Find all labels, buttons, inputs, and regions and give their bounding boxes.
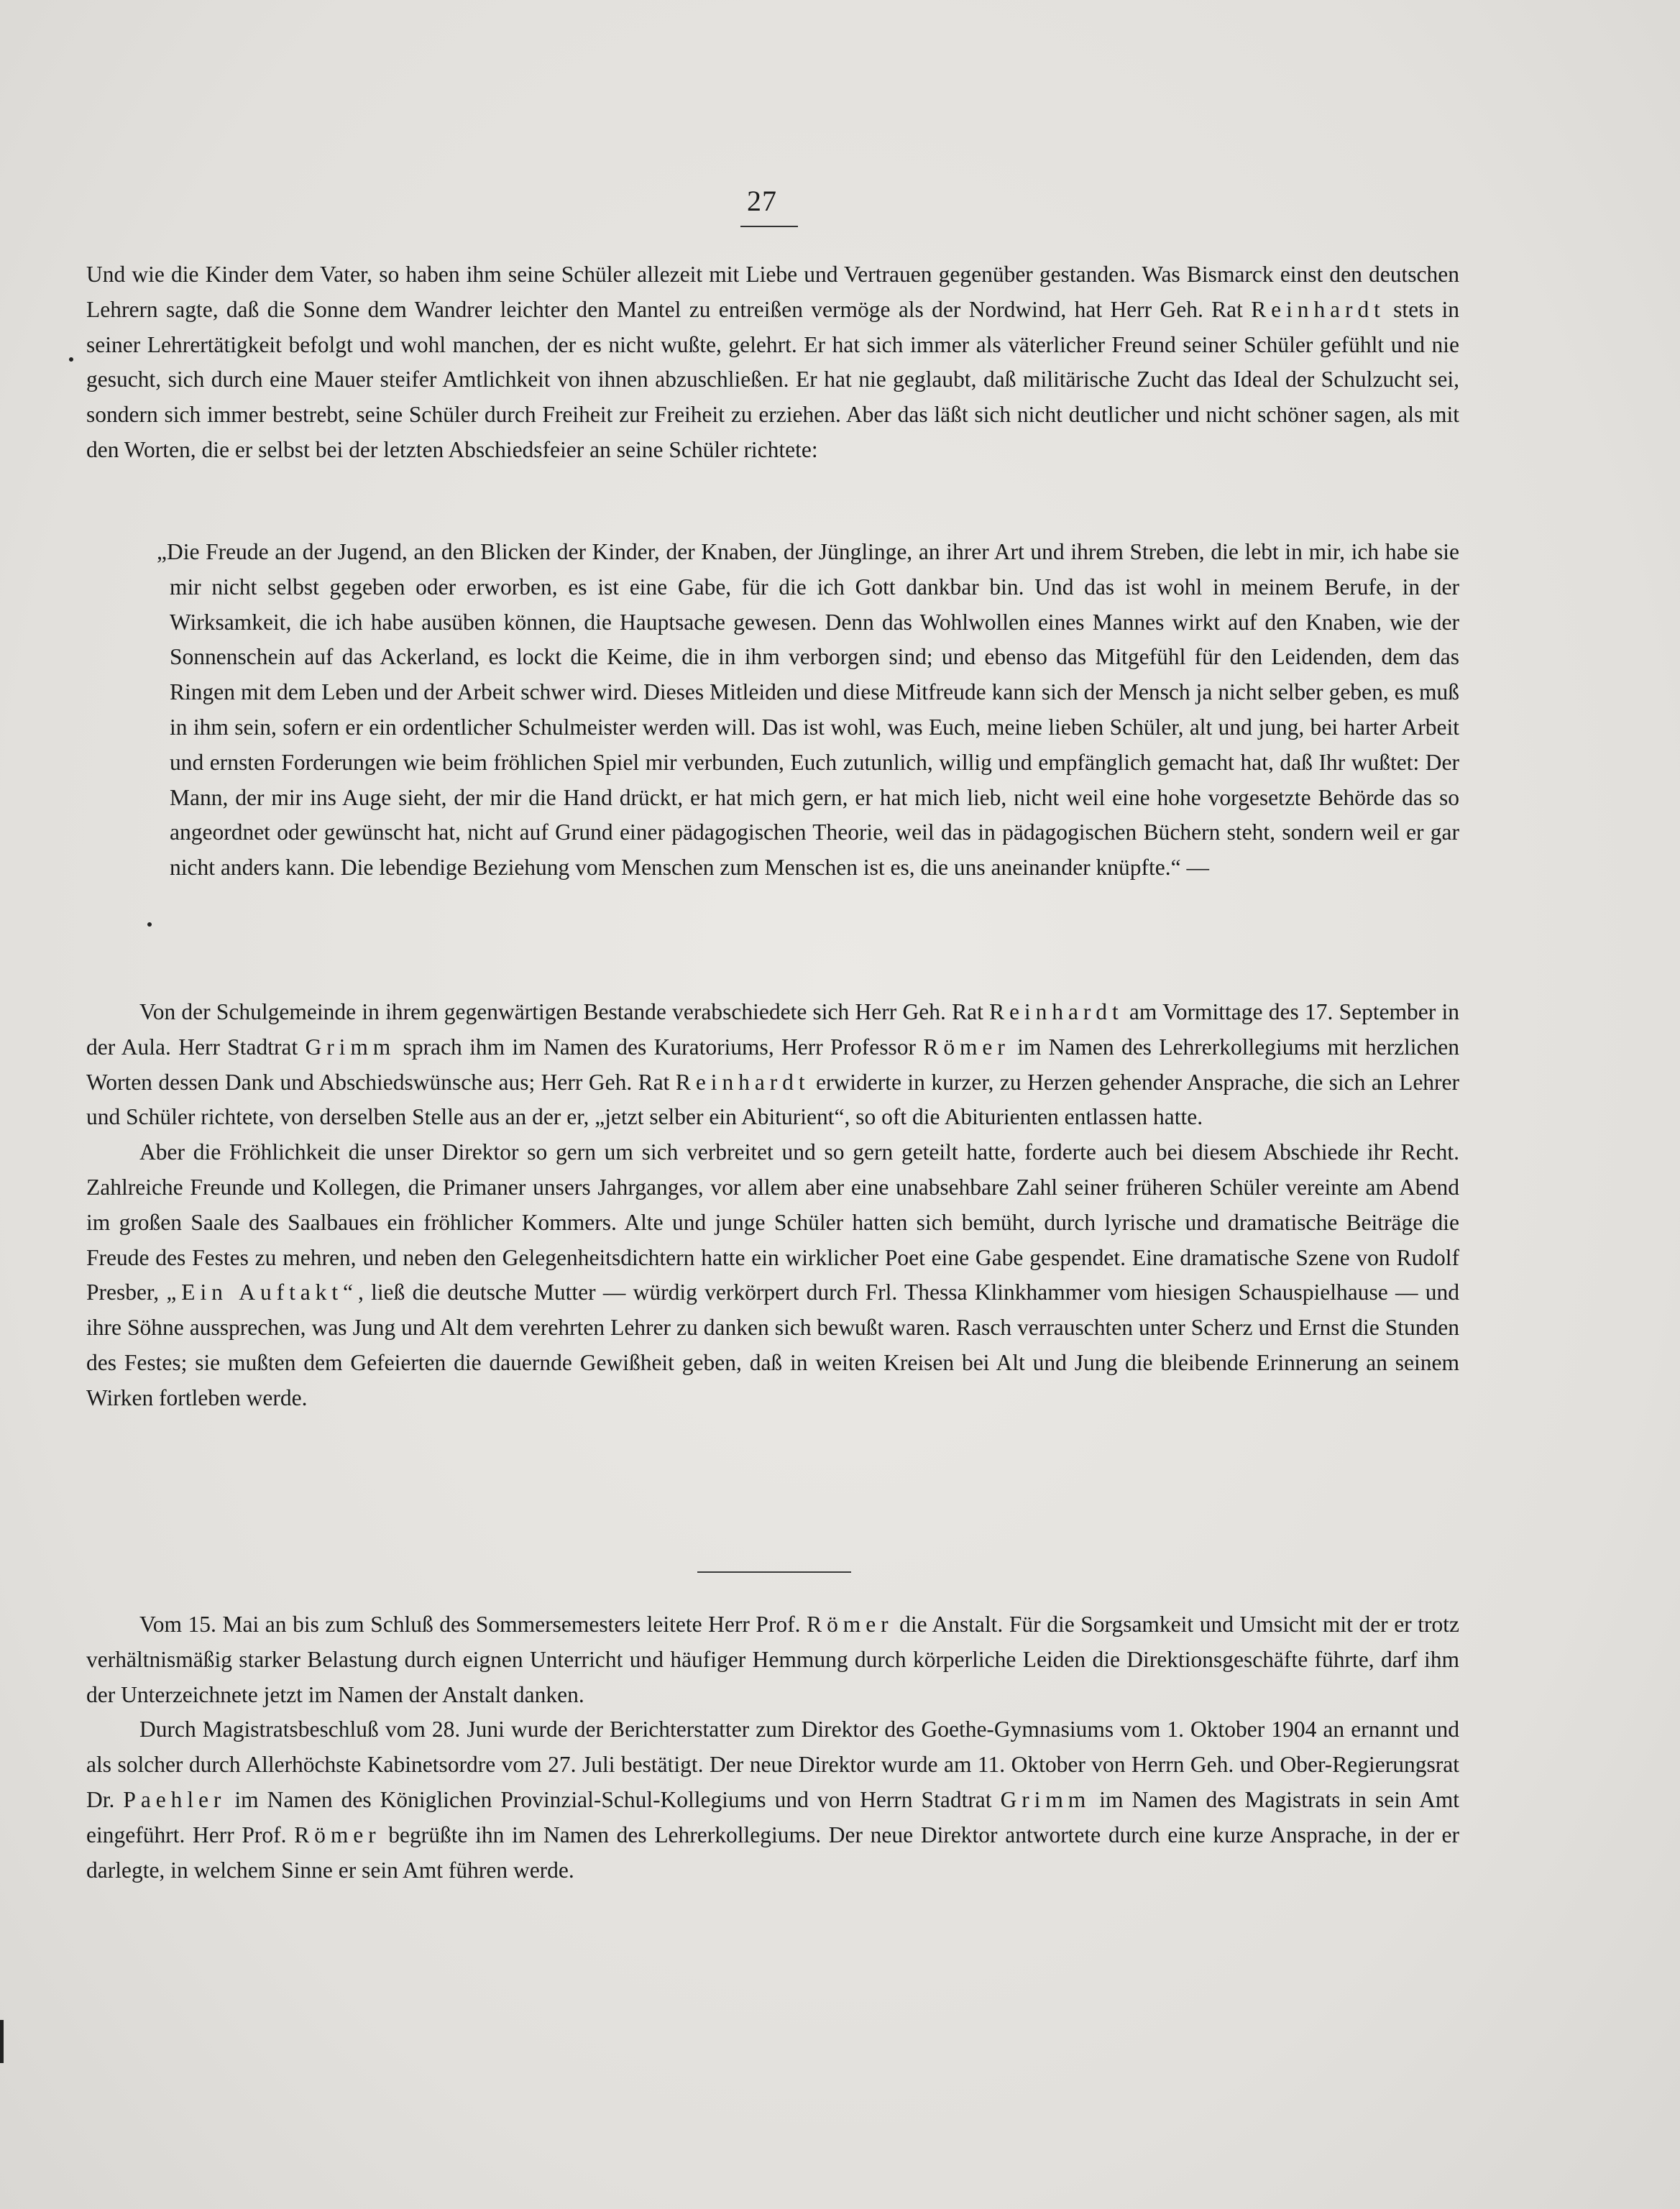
scan-speck — [69, 357, 73, 362]
paragraph-text: sprach ihm im Namen des Kuratoriums, Herr Professor — [403, 1034, 917, 1060]
paragraph-text: stets in seiner Lehrertätigkeit befolgt und wohl manchen, der es nicht wußte, gelehrt. Er hat sich immer als väterlicher Freund seiner Schüler gefühlt und nie gesucht, sich durch eine Mauer steifer Amtlichkeit von ihnen abzuschließen. Er hat nie geglaubt, daß militärische Zucht das Ideal der Schulzucht sei, sondern sich immer bestrebt, seine Schüler durch Freiheit zur Freiheit zu erziehen. Aber das läßt sich nicht deutlicher und nicht schöner sagen, als mit den Worten, die er selbst bei der letzten Abschiedsfeier an seine Schüler richtete: — [86, 296, 1459, 462]
paragraph-text: Aber die Fröhlichkeit die unser Direktor so gern um sich verbreitet und so gern geteilt hatte, forderte auch bei diesem Abschiede ihr Recht. Zahlreiche Freunde und Kollegen, die Primaner unsers Jahrganges, vor allem aber eine unabsehbare Zahl seiner früheren Schüler vereinte am Abend im großen Saale des Saalbaues ein fröhlicher Kommers. Alte und junge Schüler hatten sich bemüht, durch lyrische und dramatische Beiträge die Freude des Festes zu mehren, und neben den Gelegenheitsdichtern hatte ein wirklicher Poet eine Gabe gespendet. Eine dramatische Szene von Rudolf Presber, — [86, 1139, 1459, 1305]
paragraph-text: im Namen des Königlichen Provinzial-Schul-Kollegiums und von Herrn Stadtrat — [234, 1786, 992, 1812]
spaced-name: Paehler — [123, 1786, 226, 1812]
page-number: 27 — [747, 185, 777, 217]
paragraph-kommers — [86, 1135, 1459, 1415]
paragraph-text: Vom 15. Mai an bis zum Schluß des Sommersemesters leitete Herr Prof. — [139, 1612, 801, 1637]
quote-text: „Die Freude an der Jugend, an den Blicken der Kinder, der Knaben, der Jünglinge, an ihrer Art und ihrem Streben, die lebt in mir, ich habe sie mir nicht selbst gegeben oder erworben, es ist eine Gabe, für die ich Gott dankbar bin. Und das ist wohl in meinem Berufe, in der Wirksamkeit, die ich habe ausüben können, die Hauptsache gewesen. Denn das Wohlwollen eines Mannes wirkt auf den Knaben, wie der Sonnenschein auf das Ackerland, es lockt die Keime, die in ihm verborgen sind; und ebenso das Mitgefühl für den Leidenden, dem das Ringen mit dem Leben und der Arbeit schwer wird. Dieses Mitleiden und diese Mitfreude kann sich der Mensch ja nicht selber geben, es muß in ihm sein, sofern er ein ordentlicher Schulmeister werden will. Das ist wohl, was Euch, meine lieben Schüler, alt und jung, bei harter Arbeit und ernsten Forderungen wie beim fröhlichen Spiel mir verbunden, Euch zutunlich, willig und empfänglich gemacht hat, daß Ihr wußtet: Der Mann, der mir ins Auge sieht, der mir die Hand drückt, er hat mich gern, er hat mich lieb, nicht weil eine hohe vorgesetzte Behörde das so angeordnet oder gewünscht hat, nicht auf Grund einer pädagogischen Theorie, weil das in pädagogischen Büchern steht, sondern weil er gar nicht anders kann. Die lebendige Beziehung vom Menschen zum Menschen ist es, die uns aneinander knüpfte.“ — — [157, 539, 1459, 881]
spaced-name: Grimm — [1000, 1786, 1091, 1812]
farewell-quote — [157, 535, 1459, 886]
paragraph-text: , ließ die deutsche Mutter — würdig verkörpert durch Frl. Thessa Klinkhammer vom hiesigen Schauspielhause — und ihre Söhne aussprechen, was Jung und Alt dem verehrten Lehrer zu danken sich bewußt waren. Rasch verrauschten unter Scherz und Ernst die Stunden des Festes; sie mußten dem Gefeierten die dauernde Gewißheit geben, daß in weiten Kreisen bei Alt und Jung die bleibende Erinnerung an seinem Wirken fortleben werde. — [86, 1280, 1459, 1410]
paragraph-text: die Anstalt. Für die Sorgsamkeit und Umsicht mit der er trotz verhältnismäßig starker Belastung durch eignen Unterricht und häufiger Hemmung durch körperliche Leiden die Direktionsgeschäfte führte, darf ihm der Unterzeichnete jetzt im Namen der Anstalt danken. — [86, 1612, 1460, 1707]
paragraph-new-director — [86, 1712, 1459, 1888]
paragraph-text: erwiderte in kurzer, zu Herzen gehender Ansprache, die sich an Lehrer und Schüler richtete, von derselben Stelle aus an der er, „jetzt selber ein Abiturient“, so oft die Abiturienten entlassen hatte. — [86, 1069, 1460, 1130]
paragraph-text: im Namen des Lehrerkollegiums mit herzlichen Worten dessen Dank und Abschiedswünsche aus; Herr Geh. Rat — [86, 1034, 1460, 1095]
spaced-name: Reinhardt — [1251, 296, 1385, 322]
spaced-name: Römer — [807, 1612, 894, 1637]
paragraph-text: Von der Schulgemeinde in ihrem gegenwärtigen Bestande verabschiedete sich Herr Geh. Rat — [139, 999, 983, 1024]
section-separator — [697, 1571, 851, 1573]
spaced-name: Reinhardt — [675, 1069, 810, 1095]
paragraph-block-direction — [86, 1607, 1459, 1888]
scan-edge-mark — [0, 2020, 4, 2063]
paragraph-text: am Vormittage des 17. September in der Aula. Herr Stadtrat — [86, 999, 1460, 1060]
paragraph-summer-semester — [86, 1607, 1459, 1712]
spaced-name: Reinhardt — [989, 999, 1124, 1024]
paragraph-text: im Namen des Magistrats in sein Amt eingeführt. Herr Prof. — [86, 1786, 1460, 1847]
spaced-name: Grimm — [305, 1034, 396, 1060]
spaced-name: Römer — [923, 1034, 1010, 1060]
paragraph-farewell-assembly — [86, 995, 1459, 1135]
paragraph-block-farewell — [86, 995, 1459, 1416]
paragraph-text: Durch Magistratsbeschluß vom 28. Juni wurde der Berichterstatter zum Direktor des Goethe-Gymnasiums vom 1. Oktober 1904 an ernannt und als solcher durch Allerhöchste Kabinetsordre vom 27. Juli bestätigt. Der neue Direktor wurde am 11. Oktober von Herrn Geh. und Ober-Regierungsrat Dr. — [86, 1717, 1459, 1812]
page-number-underline — [740, 226, 798, 227]
paragraph-block-intro — [86, 257, 1459, 468]
paragraph-text: Und wie die Kinder dem Vater, so haben ihm seine Schüler allezeit mit Liebe und Vertrauen gegenüber gestanden. Was Bismarck einst den deutschen Lehrern sagte, daß die Sonne dem Wandrer leichter den Mantel zu entreißen vermöge als der Nordwind, hat Herr Geh. Rat — [86, 262, 1459, 322]
spaced-name: Römer — [294, 1822, 381, 1847]
paragraph-intro — [86, 257, 1459, 468]
spaced-title: „Ein Auftakt“ — [166, 1280, 358, 1305]
paragraph-text: begrüßte ihn im Namen des Lehrerkollegiums. Der neue Direktor antwortete durch eine kurze Ansprache, in der er darlegte, in welchem Sinne er sein Amt führen werde. — [86, 1822, 1460, 1883]
scan-speck — [147, 922, 152, 927]
